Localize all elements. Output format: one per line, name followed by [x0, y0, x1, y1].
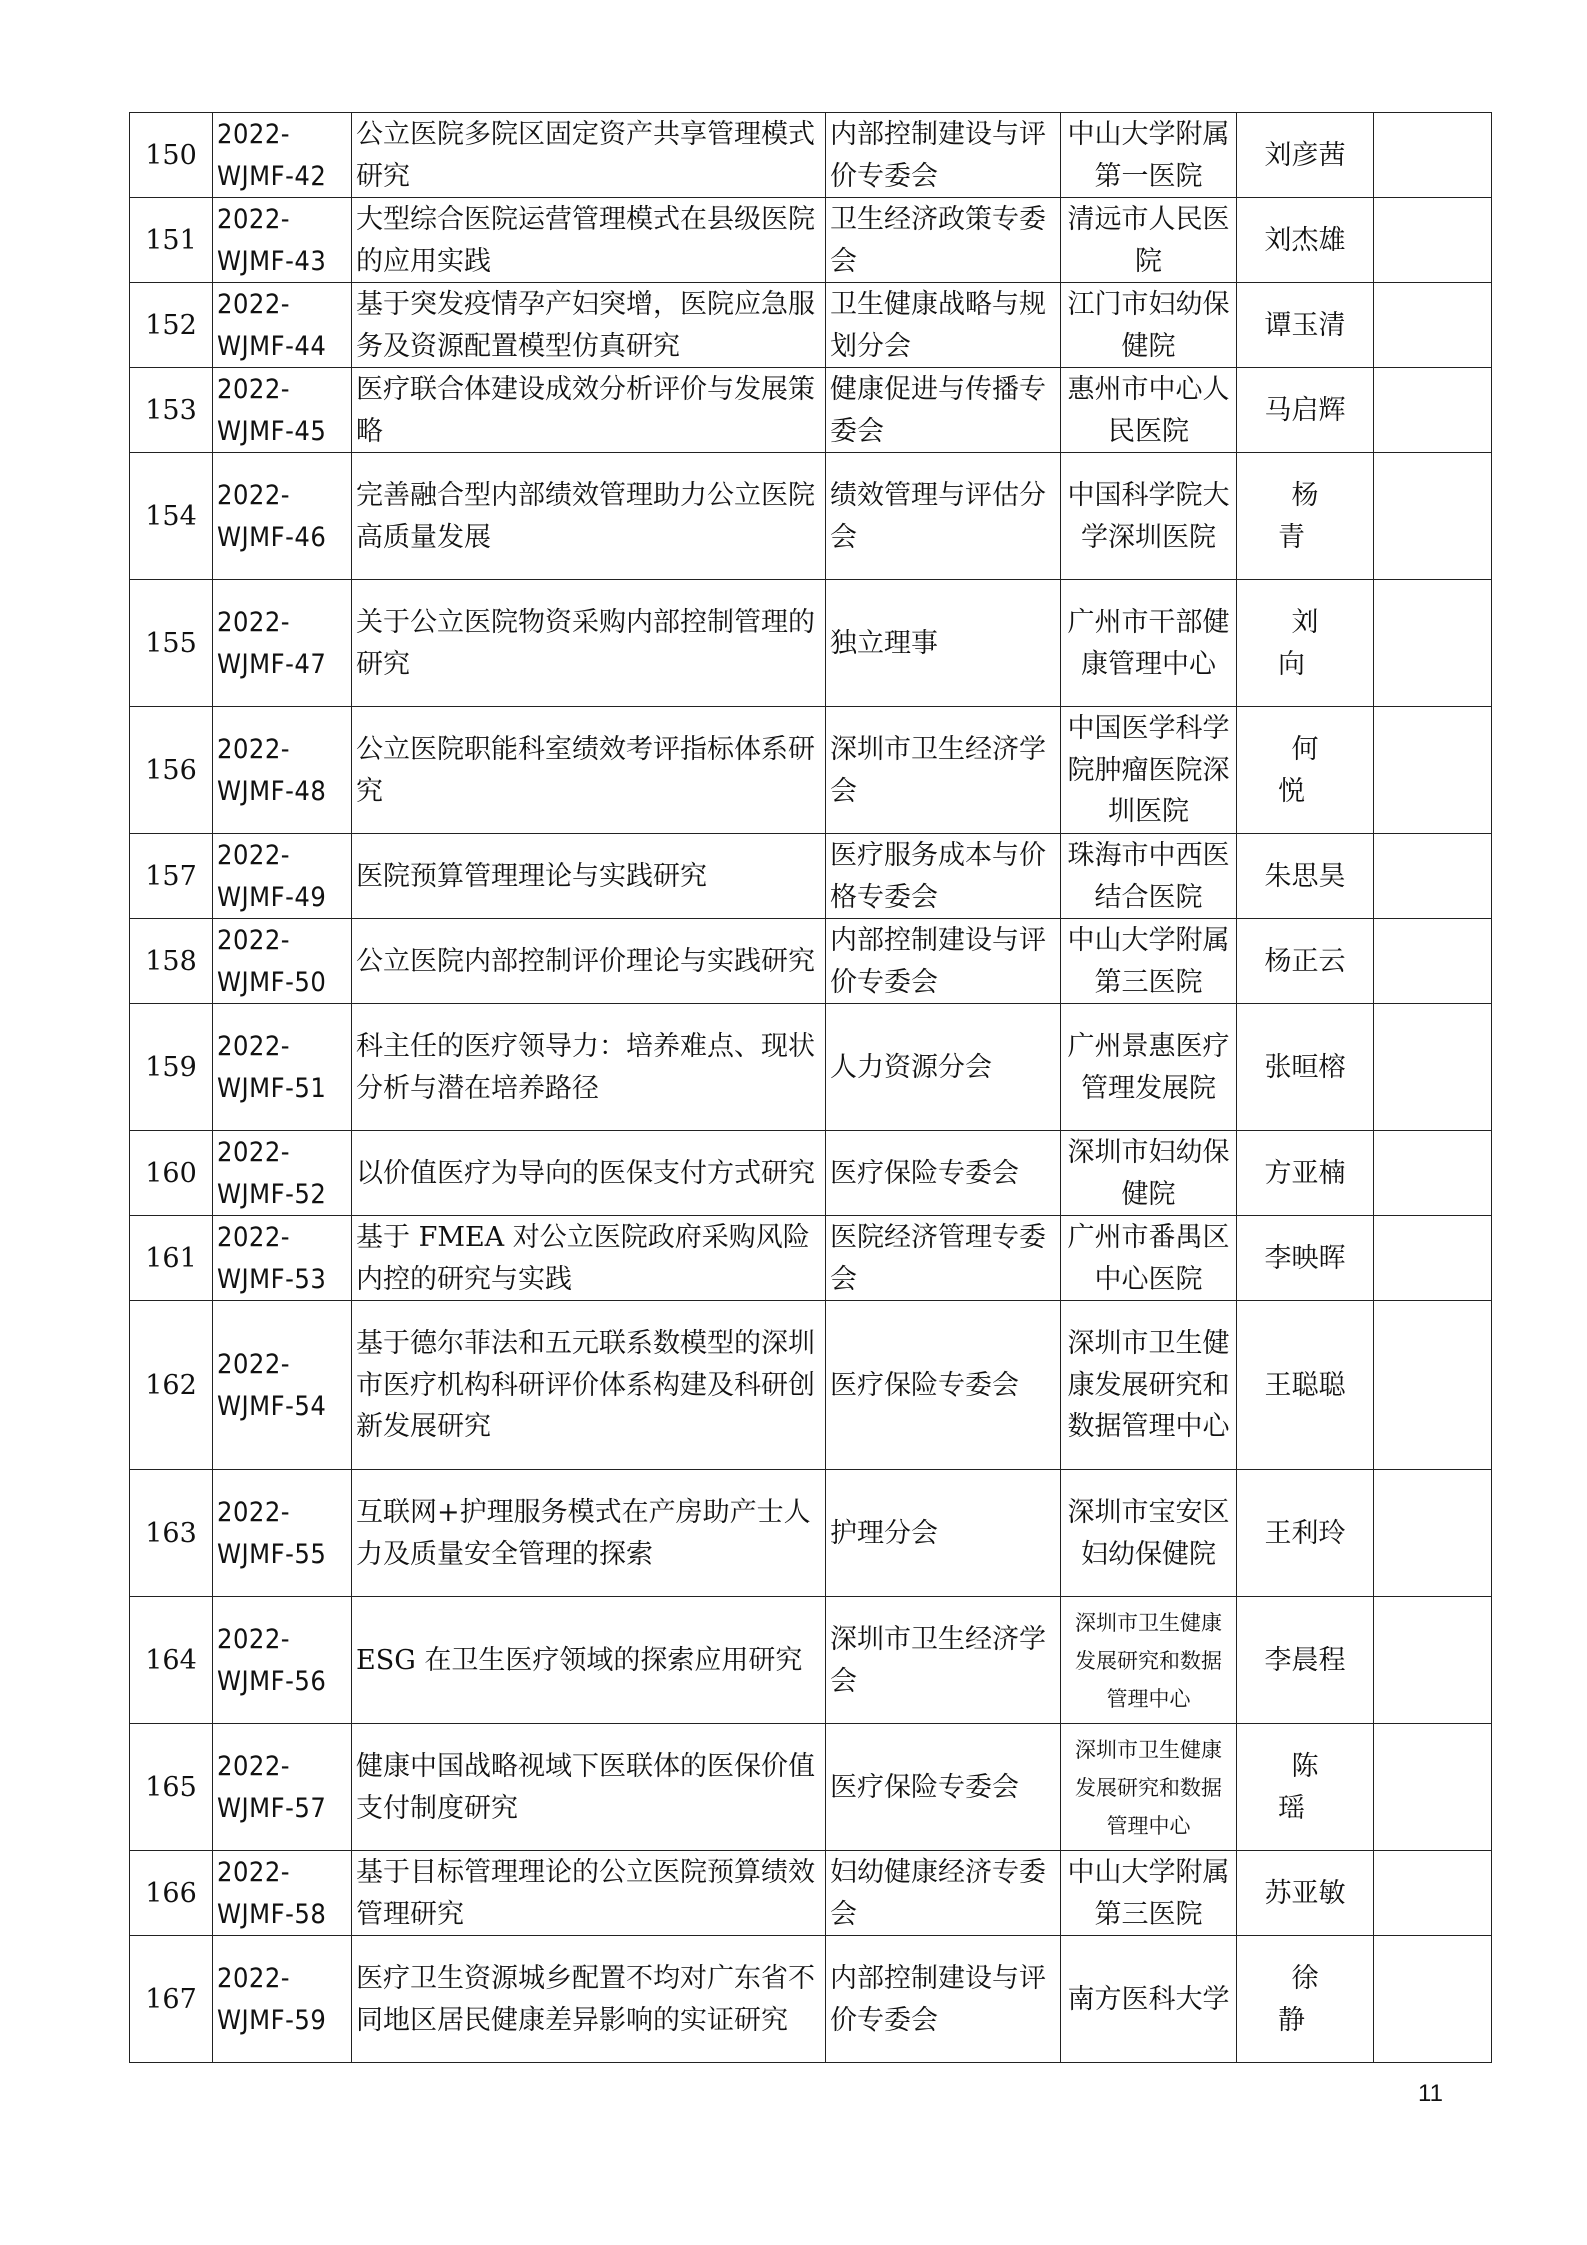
empty-cell	[1374, 113, 1492, 198]
project-code	[213, 198, 352, 283]
project-title: 公立医院多院区固定资产共享管理模式研究	[352, 113, 826, 198]
empty-cell	[1374, 453, 1492, 580]
project-code-line: WJMF-51	[217, 1072, 327, 1104]
project-code-line: 2022-	[217, 1031, 291, 1062]
project-code	[213, 1597, 352, 1724]
project-leader-name: 王聪聪	[1264, 1369, 1346, 1401]
project-title: 科主任的医疗领导力：培养难点、现状分析与潜在培养路径	[352, 1004, 826, 1131]
project-leader	[1237, 580, 1374, 707]
project-leader-name: 杨青	[1278, 480, 1346, 553]
project-code-line: WJMF-48	[217, 775, 327, 807]
project-title: 基于突发疫情孕产妇突增，医院应急服务及资源配置模型仿真研究	[352, 283, 826, 368]
row-number: 153	[130, 368, 213, 453]
applicant-organization: 江门市妇幼保健院	[1061, 283, 1237, 368]
project-title: ESG 在卫生医疗领域的探索应用研究	[352, 1597, 826, 1724]
project-leader	[1237, 1131, 1374, 1216]
table-row	[130, 198, 1492, 283]
recommending-unit: 内部控制建设与评价专委会	[826, 113, 1061, 198]
project-code-line: 2022-	[217, 1137, 291, 1168]
project-code-line: WJMF-43	[217, 245, 327, 277]
recommending-unit: 绩效管理与评估分会	[826, 453, 1061, 580]
empty-cell	[1374, 1597, 1492, 1724]
row-number: 150	[130, 113, 213, 198]
applicant-organization: 中山大学附属第三医院	[1061, 1851, 1237, 1936]
project-leader-name: 朱思昊	[1264, 860, 1346, 892]
recommending-unit: 卫生经济政策专委会	[826, 198, 1061, 283]
row-number: 155	[130, 580, 213, 707]
recommending-unit: 医疗保险专委会	[826, 1724, 1061, 1851]
project-leader-name: 何悦	[1278, 734, 1346, 807]
project-title: 基于目标管理理论的公立医院预算绩效管理研究	[352, 1851, 826, 1936]
project-leader-name: 苏亚敏	[1264, 1877, 1346, 1909]
project-title: 基于德尔菲法和五元联系数模型的深圳市医疗机构科研评价体系构建及科研创新发展研究	[352, 1301, 826, 1470]
applicant-organization: 深圳市卫生健康发展研究和数据管理中心	[1061, 1724, 1237, 1851]
project-code-line: 2022-	[217, 1857, 291, 1888]
row-number: 151	[130, 198, 213, 283]
row-number: 166	[130, 1851, 213, 1936]
row-number: 161	[130, 1216, 213, 1301]
project-code	[213, 1301, 352, 1470]
recommending-unit: 医疗保险专委会	[826, 1131, 1061, 1216]
row-number: 167	[130, 1936, 213, 2063]
project-leader	[1237, 1301, 1374, 1470]
page-number: 11	[1418, 2080, 1443, 2107]
table-row	[130, 368, 1492, 453]
project-code-line: 2022-	[217, 119, 291, 150]
empty-cell	[1374, 919, 1492, 1004]
project-leader	[1237, 1851, 1374, 1936]
project-code	[213, 1936, 352, 2063]
project-code-line: WJMF-47	[217, 648, 327, 680]
applicant-organization: 广州市干部健康管理中心	[1061, 580, 1237, 707]
project-code-line: 2022-	[217, 1963, 291, 1994]
table-row	[130, 1470, 1492, 1597]
project-code	[213, 1216, 352, 1301]
recommending-unit: 医疗保险专委会	[826, 1301, 1061, 1470]
project-table	[129, 112, 1492, 2063]
project-code-line: 2022-	[217, 1222, 291, 1253]
applicant-organization: 中山大学附属第三医院	[1061, 919, 1237, 1004]
project-code	[213, 919, 352, 1004]
row-number: 159	[130, 1004, 213, 1131]
empty-cell	[1374, 707, 1492, 834]
row-number: 156	[130, 707, 213, 834]
project-leader-name: 徐静	[1278, 1963, 1346, 2036]
project-code-line: WJMF-49	[217, 881, 327, 913]
project-code-line: WJMF-45	[217, 415, 327, 447]
project-code-line: WJMF-52	[217, 1178, 327, 1210]
project-code	[213, 1131, 352, 1216]
project-code-line: 2022-	[217, 734, 291, 765]
project-title: 医疗联合体建设成效分析评价与发展策略	[352, 368, 826, 453]
project-leader	[1237, 1216, 1374, 1301]
project-title: 互联网+护理服务模式在产房助产士人力及质量安全管理的探索	[352, 1470, 826, 1597]
project-code-line: WJMF-54	[217, 1390, 327, 1422]
project-title: 医院预算管理理论与实践研究	[352, 834, 826, 919]
row-number: 152	[130, 283, 213, 368]
table-row	[130, 453, 1492, 580]
recommending-unit: 医疗服务成本与价格专委会	[826, 834, 1061, 919]
applicant-organization: 中国科学院大学深圳医院	[1061, 453, 1237, 580]
table-row	[130, 1131, 1492, 1216]
table-row	[130, 834, 1492, 919]
empty-cell	[1374, 1470, 1492, 1597]
empty-cell	[1374, 283, 1492, 368]
recommending-unit: 深圳市卫生经济学会	[826, 1597, 1061, 1724]
project-code	[213, 1724, 352, 1851]
project-code-line: WJMF-53	[217, 1263, 327, 1295]
table-row	[130, 113, 1492, 198]
project-code-line: 2022-	[217, 607, 291, 638]
recommending-unit: 医院经济管理专委会	[826, 1216, 1061, 1301]
project-title: 完善融合型内部绩效管理助力公立医院高质量发展	[352, 453, 826, 580]
row-number: 158	[130, 919, 213, 1004]
project-code-line: WJMF-42	[217, 160, 327, 192]
applicant-organization: 清远市人民医院	[1061, 198, 1237, 283]
project-code-line: WJMF-50	[217, 966, 327, 998]
applicant-organization: 南方医科大学	[1061, 1936, 1237, 2063]
project-leader	[1237, 113, 1374, 198]
project-leader-name: 杨正云	[1264, 945, 1346, 977]
project-code-line: WJMF-46	[217, 521, 327, 553]
project-leader	[1237, 707, 1374, 834]
empty-cell	[1374, 834, 1492, 919]
project-leader-name: 王利玲	[1264, 1517, 1346, 1549]
applicant-organization: 珠海市中西医结合医院	[1061, 834, 1237, 919]
project-code-line: 2022-	[217, 1497, 291, 1528]
project-code	[213, 1851, 352, 1936]
project-leader-name: 谭玉清	[1264, 309, 1346, 341]
project-code-line: 2022-	[217, 289, 291, 320]
project-title: 健康中国战略视域下医联体的医保价值支付制度研究	[352, 1724, 826, 1851]
project-code-line: 2022-	[217, 1349, 291, 1380]
applicant-organization: 深圳市卫生健康发展研究和数据管理中心	[1061, 1597, 1237, 1724]
project-code-line: WJMF-44	[217, 330, 327, 362]
empty-cell	[1374, 1216, 1492, 1301]
project-code-line: 2022-	[217, 374, 291, 405]
table-row	[130, 707, 1492, 834]
empty-cell	[1374, 580, 1492, 707]
project-leader-name: 张晅榕	[1264, 1051, 1346, 1083]
project-code-line: 2022-	[217, 1751, 291, 1782]
project-code	[213, 368, 352, 453]
row-number: 162	[130, 1301, 213, 1470]
project-leader	[1237, 1470, 1374, 1597]
row-number: 160	[130, 1131, 213, 1216]
project-code	[213, 113, 352, 198]
project-code-line: WJMF-55	[217, 1538, 327, 1570]
recommending-unit: 护理分会	[826, 1470, 1061, 1597]
project-code	[213, 1470, 352, 1597]
project-code	[213, 580, 352, 707]
applicant-organization: 深圳市妇幼保健院	[1061, 1131, 1237, 1216]
project-title: 公立医院职能科室绩效考评指标体系研究	[352, 707, 826, 834]
project-leader-name: 李映晖	[1264, 1242, 1346, 1274]
table-row	[130, 919, 1492, 1004]
project-leader	[1237, 453, 1374, 580]
table-row	[130, 283, 1492, 368]
project-code-line: WJMF-56	[217, 1665, 327, 1697]
project-leader-name: 陈瑶	[1278, 1751, 1346, 1824]
project-leader	[1237, 1597, 1374, 1724]
project-title: 大型综合医院运营管理模式在县级医院的应用实践	[352, 198, 826, 283]
applicant-organization: 深圳市宝安区妇幼保健院	[1061, 1470, 1237, 1597]
project-code-line: 2022-	[217, 925, 291, 956]
table-row	[130, 580, 1492, 707]
applicant-organization: 广州市番禺区中心医院	[1061, 1216, 1237, 1301]
table-body	[130, 113, 1492, 2063]
applicant-organization: 中国医学科学院肿瘤医院深圳医院	[1061, 707, 1237, 834]
project-leader	[1237, 1724, 1374, 1851]
recommending-unit: 深圳市卫生经济学会	[826, 707, 1061, 834]
project-code	[213, 834, 352, 919]
project-leader	[1237, 834, 1374, 919]
project-title: 以价值医疗为导向的医保支付方式研究	[352, 1131, 826, 1216]
applicant-organization: 中山大学附属第一医院	[1061, 113, 1237, 198]
recommending-unit: 内部控制建设与评价专委会	[826, 1936, 1061, 2063]
project-title: 基于 FMEA 对公立医院政府采购风险内控的研究与实践	[352, 1216, 826, 1301]
project-code-line: WJMF-59	[217, 2004, 327, 2036]
project-leader	[1237, 919, 1374, 1004]
project-code-line: 2022-	[217, 840, 291, 871]
project-leader-name: 刘彦茜	[1264, 139, 1346, 171]
row-number: 163	[130, 1470, 213, 1597]
project-code-line: 2022-	[217, 204, 291, 235]
project-code	[213, 1004, 352, 1131]
project-leader	[1237, 283, 1374, 368]
project-title: 医疗卫生资源城乡配置不均对广东省不同地区居民健康差异影响的实证研究	[352, 1936, 826, 2063]
recommending-unit: 独立理事	[826, 580, 1061, 707]
project-code	[213, 707, 352, 834]
empty-cell	[1374, 1004, 1492, 1131]
recommending-unit: 内部控制建设与评价专委会	[826, 919, 1061, 1004]
project-code-line: WJMF-58	[217, 1898, 327, 1930]
project-leader-name: 刘杰雄	[1264, 224, 1346, 256]
project-leader-name: 方亚楠	[1264, 1157, 1346, 1189]
project-leader	[1237, 1004, 1374, 1131]
project-code	[213, 453, 352, 580]
table-row	[130, 1597, 1492, 1724]
project-leader-name: 马启辉	[1264, 394, 1346, 426]
row-number: 164	[130, 1597, 213, 1724]
table-row	[130, 1851, 1492, 1936]
empty-cell	[1374, 1851, 1492, 1936]
empty-cell	[1374, 198, 1492, 283]
project-title: 关于公立医院物资采购内部控制管理的研究	[352, 580, 826, 707]
table-row	[130, 1724, 1492, 1851]
project-leader	[1237, 368, 1374, 453]
applicant-organization: 广州景惠医疗管理发展院	[1061, 1004, 1237, 1131]
recommending-unit: 卫生健康战略与规划分会	[826, 283, 1061, 368]
project-leader	[1237, 1936, 1374, 2063]
table-row	[130, 1004, 1492, 1131]
empty-cell	[1374, 1301, 1492, 1470]
table-row	[130, 1301, 1492, 1470]
row-number: 157	[130, 834, 213, 919]
recommending-unit: 人力资源分会	[826, 1004, 1061, 1131]
empty-cell	[1374, 1724, 1492, 1851]
project-leader-name: 李晨程	[1264, 1644, 1346, 1676]
project-leader-name: 刘向	[1278, 607, 1346, 680]
recommending-unit: 健康促进与传播专委会	[826, 368, 1061, 453]
applicant-organization: 惠州市中心人民医院	[1061, 368, 1237, 453]
table-row	[130, 1936, 1492, 2063]
row-number: 165	[130, 1724, 213, 1851]
project-title: 公立医院内部控制评价理论与实践研究	[352, 919, 826, 1004]
empty-cell	[1374, 1936, 1492, 2063]
table-row	[130, 1216, 1492, 1301]
project-code-line: 2022-	[217, 480, 291, 511]
recommending-unit: 妇幼健康经济专委会	[826, 1851, 1061, 1936]
applicant-organization: 深圳市卫生健康发展研究和数据管理中心	[1061, 1301, 1237, 1470]
empty-cell	[1374, 368, 1492, 453]
project-leader	[1237, 198, 1374, 283]
project-code-line: WJMF-57	[217, 1792, 327, 1824]
project-code-line: 2022-	[217, 1624, 291, 1655]
project-code	[213, 283, 352, 368]
row-number: 154	[130, 453, 213, 580]
empty-cell	[1374, 1131, 1492, 1216]
